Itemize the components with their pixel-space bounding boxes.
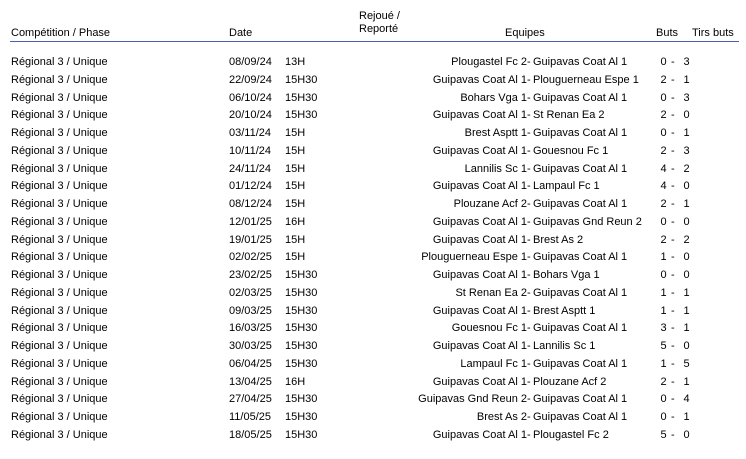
competition-cell: Régional 3 / Unique xyxy=(11,357,108,370)
date-cell: 16/03/25 xyxy=(229,322,272,335)
header-rejoue-line1: Rejoué / xyxy=(359,10,400,22)
score-separator: - xyxy=(671,198,675,210)
score-separator: - xyxy=(671,144,675,157)
date-cell: 24/11/24 xyxy=(229,162,272,175)
home-score-cell: 0 xyxy=(660,411,667,423)
table-row xyxy=(0,162,746,180)
matches-table xyxy=(0,55,746,446)
score-separator: - xyxy=(671,375,675,388)
team-separator: - xyxy=(527,91,531,104)
away-team-cell: Guipavas Coat Al 1 xyxy=(533,322,628,335)
date-cell: 11/05/25 xyxy=(229,411,272,423)
header-equipes: Equipes xyxy=(505,27,545,39)
home-team-cell: Plougastel Fc 2 xyxy=(451,56,527,68)
home-score-cell: 2 xyxy=(660,73,667,86)
time-cell: 15H30 xyxy=(285,322,318,335)
home-team-cell: Guipavas Coat Al 1 xyxy=(432,304,527,317)
team-separator: - xyxy=(527,162,531,175)
home-team-cell: Guipavas Coat Al 1 xyxy=(432,340,527,352)
competition-cell: Régional 3 / Unique xyxy=(11,91,108,104)
time-cell: 15H xyxy=(285,180,306,193)
team-separator: - xyxy=(527,144,531,157)
home-score-cell: 5 xyxy=(660,428,667,441)
away-team-cell: Guipavas Coat Al 1 xyxy=(533,56,628,68)
away-score-cell: 3 xyxy=(683,91,690,104)
home-team-cell: St Renan Ea 2 xyxy=(455,286,527,299)
away-score-cell: 5 xyxy=(683,357,690,370)
date-cell: 08/09/24 xyxy=(229,56,272,68)
score-separator: - xyxy=(671,286,675,299)
competition-cell: Régional 3 / Unique xyxy=(11,411,108,423)
home-score-cell: 0 xyxy=(660,91,667,104)
team-separator: - xyxy=(527,251,531,264)
home-team-cell: Lannilis Sc 1 xyxy=(464,162,527,175)
table-row xyxy=(0,250,746,268)
away-score-cell: 0 xyxy=(683,269,690,281)
away-score-cell: 0 xyxy=(683,180,690,193)
score-separator: - xyxy=(671,322,675,335)
header-rejoue-line2: Reporté xyxy=(359,23,399,35)
competition-cell: Régional 3 / Unique xyxy=(11,144,108,157)
table-row xyxy=(0,392,746,410)
home-score-cell: 2 xyxy=(660,109,667,122)
score-separator: - xyxy=(671,269,675,281)
competition-cell: Régional 3 / Unique xyxy=(11,393,108,406)
home-team-cell: Guipavas Coat Al 1 xyxy=(432,428,527,441)
table-row xyxy=(0,55,746,73)
score-separator: - xyxy=(671,162,675,175)
team-separator: - xyxy=(527,233,531,246)
table-row xyxy=(0,179,746,197)
away-team-cell: Lampaul Fc 1 xyxy=(533,180,600,193)
away-score-cell: 0 xyxy=(683,428,690,441)
competition-cell: Régional 3 / Unique xyxy=(11,180,108,193)
time-cell: 15H30 xyxy=(285,304,318,317)
away-score-cell: 1 xyxy=(683,73,690,86)
table-row xyxy=(0,410,746,428)
away-team-cell: Guipavas Coat Al 1 xyxy=(533,411,628,423)
date-cell: 08/12/24 xyxy=(229,198,272,210)
time-cell: 15H30 xyxy=(285,357,318,370)
home-score-cell: 2 xyxy=(660,233,667,246)
header-divider xyxy=(10,41,739,42)
away-team-cell: Guipavas Coat Al 1 xyxy=(533,393,628,406)
date-cell: 30/03/25 xyxy=(229,340,272,352)
time-cell: 15H30 xyxy=(285,393,318,406)
competition-cell: Régional 3 / Unique xyxy=(11,322,108,335)
competition-cell: Régional 3 / Unique xyxy=(11,127,108,139)
score-separator: - xyxy=(671,251,675,264)
team-separator: - xyxy=(527,109,531,122)
date-cell: 19/01/25 xyxy=(229,233,272,246)
date-cell: 06/04/25 xyxy=(229,357,272,370)
away-team-cell: Guipavas Coat Al 1 xyxy=(533,91,628,104)
score-separator: - xyxy=(671,411,675,423)
home-team-cell: Brest As 2 xyxy=(476,411,527,423)
competition-cell: Régional 3 / Unique xyxy=(11,109,108,122)
away-team-cell: Guipavas Coat Al 1 xyxy=(533,162,628,175)
team-separator: - xyxy=(527,304,531,317)
score-separator: - xyxy=(671,233,675,246)
team-separator: - xyxy=(527,340,531,352)
away-team-cell: Plouguerneau Espe 1 xyxy=(533,73,639,86)
home-team-cell: Guipavas Coat Al 1 xyxy=(432,73,527,86)
time-cell: 15H30 xyxy=(285,286,318,299)
score-separator: - xyxy=(671,91,675,104)
home-score-cell: 0 xyxy=(660,215,667,228)
home-team-cell: Lampaul Fc 1 xyxy=(460,357,527,370)
away-score-cell: 2 xyxy=(683,233,690,246)
table-row xyxy=(0,375,746,393)
header-tirs-buts: Tirs buts xyxy=(692,27,734,39)
team-separator: - xyxy=(527,73,531,86)
team-separator: - xyxy=(527,269,531,281)
team-separator: - xyxy=(527,180,531,193)
home-score-cell: 0 xyxy=(660,127,667,139)
home-team-cell: Guipavas Coat Al 1 xyxy=(432,180,527,193)
home-score-cell: 5 xyxy=(660,340,667,352)
away-score-cell: 3 xyxy=(683,56,690,68)
team-separator: - xyxy=(527,198,531,210)
away-score-cell: 1 xyxy=(683,375,690,388)
competition-cell: Régional 3 / Unique xyxy=(11,73,108,86)
competition-cell: Régional 3 / Unique xyxy=(11,215,108,228)
date-cell: 27/04/25 xyxy=(229,393,272,406)
date-cell: 06/10/24 xyxy=(229,91,272,104)
home-team-cell: Guipavas Coat Al 1 xyxy=(432,233,527,246)
time-cell: 15H xyxy=(285,144,306,157)
header-buts: Buts xyxy=(656,27,679,39)
score-separator: - xyxy=(671,357,675,370)
table-row xyxy=(0,215,746,233)
table-row xyxy=(0,73,746,91)
home-score-cell: 3 xyxy=(660,322,667,335)
time-cell: 15H xyxy=(285,198,306,210)
home-team-cell: Plouzane Acf 2 xyxy=(453,198,527,210)
competition-cell: Régional 3 / Unique xyxy=(11,428,108,441)
table-row xyxy=(0,304,746,322)
away-score-cell: 1 xyxy=(683,198,690,210)
away-team-cell: Gouesnou Fc 1 xyxy=(533,144,609,157)
time-cell: 15H xyxy=(285,127,306,139)
away-team-cell: Guipavas Coat Al 1 xyxy=(533,198,628,210)
date-cell: 02/03/25 xyxy=(229,286,272,299)
away-team-cell: St Renan Ea 2 xyxy=(533,109,605,122)
home-score-cell: 0 xyxy=(660,269,667,281)
date-cell: 23/02/25 xyxy=(229,269,272,281)
away-score-cell: 0 xyxy=(683,109,690,122)
team-separator: - xyxy=(527,393,531,406)
date-cell: 09/03/25 xyxy=(229,304,272,317)
competition-cell: Régional 3 / Unique xyxy=(11,286,108,299)
score-separator: - xyxy=(671,73,675,86)
date-cell: 20/10/24 xyxy=(229,109,272,122)
time-cell: 15H30 xyxy=(285,411,318,423)
away-score-cell: 1 xyxy=(683,411,690,423)
team-separator: - xyxy=(527,357,531,370)
table-row xyxy=(0,108,746,126)
team-separator: - xyxy=(527,411,531,423)
date-cell: 02/02/25 xyxy=(229,251,272,264)
away-team-cell: Bohars Vga 1 xyxy=(533,269,600,281)
away-team-cell: Guipavas Coat Al 1 xyxy=(533,127,628,139)
date-cell: 01/12/24 xyxy=(229,180,272,193)
date-cell: 10/11/24 xyxy=(229,144,272,157)
header-rejoue-reporte xyxy=(359,10,400,36)
table-row xyxy=(0,197,746,215)
away-score-cell: 4 xyxy=(683,393,690,406)
competition-cell: Régional 3 / Unique xyxy=(11,340,108,352)
time-cell: 15H xyxy=(285,251,306,264)
date-cell: 12/01/25 xyxy=(229,215,272,228)
home-score-cell: 1 xyxy=(660,286,667,299)
away-team-cell: Guipavas Coat Al 1 xyxy=(533,286,628,299)
away-team-cell: Brest Asptt 1 xyxy=(533,304,596,317)
score-separator: - xyxy=(671,109,675,122)
home-score-cell: 2 xyxy=(660,375,667,388)
competition-cell: Régional 3 / Unique xyxy=(11,198,108,210)
time-cell: 15H30 xyxy=(285,73,318,86)
header-date: Date xyxy=(229,27,253,39)
away-score-cell: 2 xyxy=(683,162,690,175)
competition-cell: Régional 3 / Unique xyxy=(11,375,108,388)
time-cell: 15H30 xyxy=(285,340,318,352)
date-cell: 18/05/25 xyxy=(229,428,272,441)
home-team-cell: Guipavas Coat Al 1 xyxy=(432,215,527,228)
home-team-cell: Gouesnou Fc 1 xyxy=(451,322,527,335)
date-cell: 13/04/25 xyxy=(229,375,272,388)
away-score-cell: 1 xyxy=(683,127,690,139)
team-separator: - xyxy=(527,286,531,299)
team-separator: - xyxy=(527,56,531,68)
home-score-cell: 1 xyxy=(660,251,667,264)
time-cell: 15H xyxy=(285,233,306,246)
table-row xyxy=(0,144,746,162)
home-team-cell: Guipavas Coat Al 1 xyxy=(432,144,527,157)
competition-cell: Régional 3 / Unique xyxy=(11,251,108,264)
away-score-cell: 0 xyxy=(683,251,690,264)
competition-cell: Régional 3 / Unique xyxy=(11,304,108,317)
home-score-cell: 0 xyxy=(660,56,667,68)
home-score-cell: 4 xyxy=(660,180,667,193)
competition-cell: Régional 3 / Unique xyxy=(11,56,108,68)
home-score-cell: 2 xyxy=(660,198,667,210)
home-team-cell: Plouguerneau Espe 1 xyxy=(421,251,527,264)
away-team-cell: Plouzane Acf 2 xyxy=(533,375,607,388)
away-team-cell: Plougastel Fc 2 xyxy=(533,428,609,441)
home-team-cell: Bohars Vga 1 xyxy=(460,91,527,104)
score-separator: - xyxy=(671,56,675,68)
team-separator: - xyxy=(527,215,531,228)
home-score-cell: 1 xyxy=(660,304,667,317)
competition-cell: Régional 3 / Unique xyxy=(11,162,108,175)
time-cell: 15H xyxy=(285,162,306,175)
away-score-cell: 0 xyxy=(683,215,690,228)
team-separator: - xyxy=(527,375,531,388)
score-separator: - xyxy=(671,127,675,139)
time-cell: 15H30 xyxy=(285,109,318,122)
away-team-cell: Guipavas Coat Al 1 xyxy=(533,357,628,370)
table-row xyxy=(0,339,746,357)
home-team-cell: Guipavas Coat Al 1 xyxy=(432,375,527,388)
date-cell: 22/09/24 xyxy=(229,73,272,86)
team-separator: - xyxy=(527,127,531,139)
time-cell: 16H xyxy=(285,215,306,228)
away-score-cell: 1 xyxy=(683,304,690,317)
time-cell: 15H30 xyxy=(285,269,318,281)
away-score-cell: 1 xyxy=(683,322,690,335)
table-row xyxy=(0,321,746,339)
away-team-cell: Brest As 2 xyxy=(533,233,584,246)
home-score-cell: 1 xyxy=(660,357,667,370)
score-separator: - xyxy=(671,393,675,406)
table-row xyxy=(0,268,746,286)
competition-cell: Régional 3 / Unique xyxy=(11,269,108,281)
away-score-cell: 3 xyxy=(683,144,690,157)
table-row xyxy=(0,357,746,375)
away-score-cell: 1 xyxy=(683,286,690,299)
score-separator: - xyxy=(671,340,675,352)
home-team-cell: Guipavas Coat Al 1 xyxy=(432,269,527,281)
away-team-cell: Guipavas Gnd Reun 2 xyxy=(533,215,642,228)
table-row xyxy=(0,126,746,144)
score-separator: - xyxy=(671,180,675,193)
home-team-cell: Guipavas Gnd Reun 2 xyxy=(418,393,527,406)
time-cell: 13H xyxy=(285,56,306,68)
table-row xyxy=(0,233,746,251)
table-row xyxy=(0,428,746,446)
away-score-cell: 0 xyxy=(683,340,690,352)
home-score-cell: 4 xyxy=(660,162,667,175)
score-separator: - xyxy=(671,304,675,317)
home-score-cell: 2 xyxy=(660,144,667,157)
away-team-cell: Guipavas Coat Al 1 xyxy=(533,251,628,264)
home-team-cell: Guipavas Coat Al 1 xyxy=(432,109,527,122)
time-cell: 15H30 xyxy=(285,428,318,441)
time-cell: 15H30 xyxy=(285,91,318,104)
competition-cell: Régional 3 / Unique xyxy=(11,233,108,246)
team-separator: - xyxy=(527,322,531,335)
score-separator: - xyxy=(671,215,675,228)
home-team-cell: Brest Asptt 1 xyxy=(464,127,527,139)
header-competition: Compétition / Phase xyxy=(11,27,111,39)
away-team-cell: Lannilis Sc 1 xyxy=(533,340,596,352)
score-separator: - xyxy=(671,428,675,441)
home-score-cell: 0 xyxy=(660,393,667,406)
table-row xyxy=(0,286,746,304)
time-cell: 16H xyxy=(285,375,306,388)
date-cell: 03/11/24 xyxy=(229,127,272,139)
team-separator: - xyxy=(527,428,531,441)
table-row xyxy=(0,91,746,109)
